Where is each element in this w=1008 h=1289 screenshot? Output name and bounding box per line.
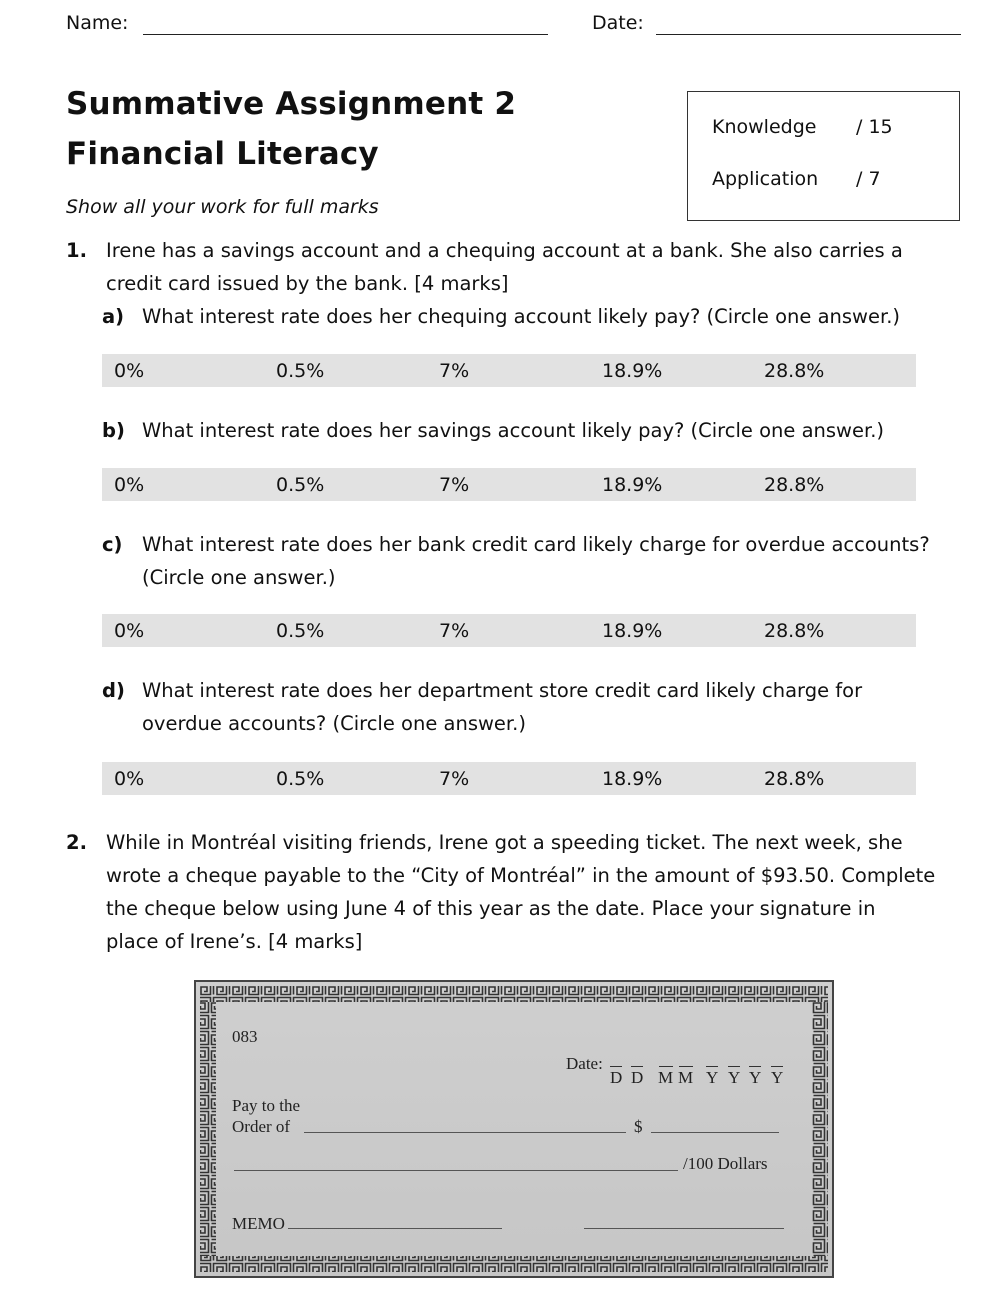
q1c-option[interactable]: 0.5% xyxy=(276,620,325,642)
amount-line[interactable] xyxy=(651,1132,779,1133)
q1b-option[interactable]: 18.9% xyxy=(602,474,663,496)
q1a-option[interactable]: 28.8% xyxy=(764,360,825,382)
q1a-option[interactable]: 0.5% xyxy=(276,360,325,382)
q1c-options xyxy=(102,614,916,647)
date-letter: Y xyxy=(728,1068,741,1087)
cheque-date-label: Date: xyxy=(566,1054,603,1073)
q1d-option[interactable]: 0.5% xyxy=(276,768,325,790)
q1d-label: d) xyxy=(102,679,125,702)
q1b-options xyxy=(102,468,916,501)
signature-line[interactable] xyxy=(584,1228,784,1229)
title-line-2: Financial Literacy xyxy=(66,136,379,172)
q1a-option[interactable]: 7% xyxy=(439,360,470,382)
dollar-sign: $ xyxy=(634,1117,643,1136)
name-line[interactable] xyxy=(143,34,548,35)
q1b-label: b) xyxy=(102,419,125,442)
knowledge-label: Knowledge xyxy=(712,116,817,138)
pay-to-label-line-2: Order of xyxy=(232,1117,291,1136)
q1c-option[interactable]: 7% xyxy=(439,620,470,642)
q1d-option[interactable]: 28.8% xyxy=(764,768,825,790)
q1d-option[interactable]: 18.9% xyxy=(602,768,663,790)
q1-number: 1. xyxy=(66,239,87,262)
date-letter: M xyxy=(678,1068,694,1087)
date-letter: M xyxy=(658,1068,674,1087)
date-letter: D xyxy=(631,1068,644,1087)
memo-label: MEMO xyxy=(232,1214,285,1233)
q2-text-line-2: wrote a cheque payable to the “City of Montréal” in the amount of $93.50. Complete xyxy=(106,864,936,887)
name-label: Name: xyxy=(66,12,129,34)
dollars-label: /100 Dollars xyxy=(683,1154,768,1173)
date-letter: Y xyxy=(749,1068,762,1087)
q1a-options xyxy=(102,354,916,387)
q1d-option[interactable]: 7% xyxy=(439,768,470,790)
cheque-number: 083 xyxy=(232,1027,258,1046)
title-line-1: Summative Assignment 2 xyxy=(66,86,517,122)
date-line[interactable] xyxy=(656,34,961,35)
q1c-option[interactable]: 18.9% xyxy=(602,620,663,642)
application-score: / 7 xyxy=(856,168,881,190)
q1c-option[interactable]: 0% xyxy=(114,620,145,642)
memo-line[interactable] xyxy=(288,1228,502,1229)
q1b-option[interactable]: 28.8% xyxy=(764,474,825,496)
date-label: Date: xyxy=(592,12,644,34)
q1a-option[interactable]: 0% xyxy=(114,360,145,382)
q2-text-line-3: the cheque below using June 4 of this year as the date. Place your signature in xyxy=(106,897,876,920)
application-label: Application xyxy=(712,168,819,190)
q1-text-line-2: credit card issued by the bank. [4 marks] xyxy=(106,272,509,295)
date-letter: Y xyxy=(771,1068,784,1087)
q1b-option[interactable]: 0.5% xyxy=(276,474,325,496)
q1a-label: a) xyxy=(102,305,125,328)
amount-words-line[interactable] xyxy=(234,1170,678,1171)
q1d-text-line-2: overdue accounts? (Circle one answer.) xyxy=(142,712,526,735)
q1-text-line-1: Irene has a savings account and a chequing account at a bank. She also carries a xyxy=(106,239,903,262)
date-letter: D xyxy=(610,1068,623,1087)
cheque xyxy=(194,980,834,1278)
q1a-option[interactable]: 18.9% xyxy=(602,360,663,382)
q1c-option[interactable]: 28.8% xyxy=(764,620,825,642)
q1b-text: What interest rate does her savings account likely pay? (Circle one answer.) xyxy=(142,419,885,442)
q1d-option[interactable]: 0% xyxy=(114,768,145,790)
marks-box xyxy=(687,91,960,221)
greek-key-border xyxy=(196,982,832,1276)
q1b-option[interactable]: 0% xyxy=(114,474,145,496)
knowledge-score: / 15 xyxy=(856,116,893,138)
payee-line[interactable] xyxy=(304,1132,626,1133)
q2-number: 2. xyxy=(66,831,87,854)
q1b-option[interactable]: 7% xyxy=(439,474,470,496)
q2-text-line-4: place of Irene’s. [4 marks] xyxy=(106,930,363,953)
q1c-text-line-2: (Circle one answer.) xyxy=(142,566,336,589)
q1c-text-line-1: What interest rate does her bank credit card likely charge for overdue accounts? xyxy=(142,533,930,556)
q1c-label: c) xyxy=(102,533,123,556)
pay-to-label-line-1: Pay to the xyxy=(232,1096,300,1115)
q1a-text: What interest rate does her chequing account likely pay? (Circle one answer.) xyxy=(142,305,901,328)
q2-text-line-1: While in Montréal visiting friends, Irene got a speeding ticket. The next week, she xyxy=(106,831,903,854)
instructions: Show all your work for full marks xyxy=(66,196,379,218)
q1d-options xyxy=(102,762,916,795)
q1d-text-line-1: What interest rate does her department store credit card likely charge for xyxy=(142,679,863,702)
date-letter: Y xyxy=(706,1068,719,1087)
